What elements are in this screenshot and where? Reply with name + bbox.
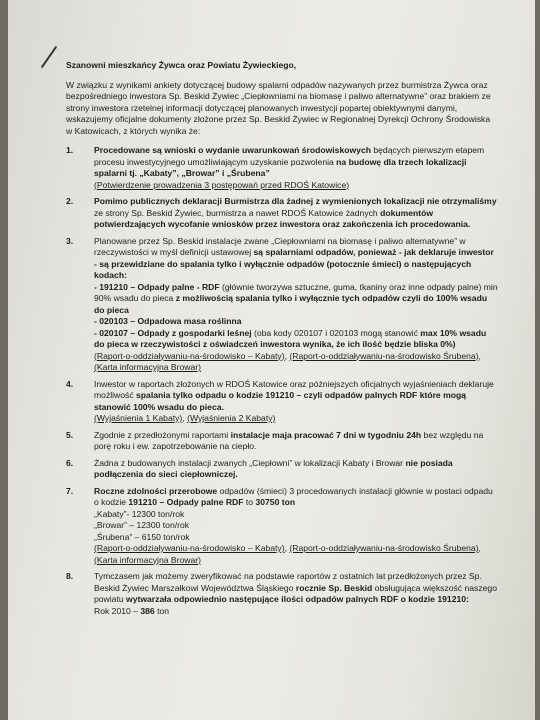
link-raport-srubena[interactable]: (Raport-o-oddziaływaniu-na-środowisko Śrubena) bbox=[289, 543, 479, 553]
item-text-bold: są spalarniami odpadów, ponieważ - jak deklaruje inwestor - są przewidziane do spalania tylko i wyłącznie odpadów (potocznie śmieci) o następujących kodach: bbox=[94, 247, 494, 280]
item-text: bez względu na porę roku i ew. zapotrzebowanie na ciepło. bbox=[94, 429, 484, 451]
link-raport-kabaty[interactable]: (Raport-o-oddziaływaniu-na-środowisko – Kabaty) bbox=[94, 350, 285, 361]
greeting: Szanowni mieszkańcy Żywca oraz Powiatu Żywieckiego, bbox=[66, 60, 297, 70]
code-020103: - 020103 – Odpadowa masa roślinna bbox=[94, 316, 242, 326]
item-text: ze strony Sp. Beskid Żywiec, burmistrza a nawet RDOŚ Katowice żadnych bbox=[94, 207, 381, 218]
list-item-5 bbox=[66, 430, 498, 453]
capacity-srubena: „Śrubena” – 6150 ton/rok bbox=[94, 531, 190, 542]
year-2010-row: Rok 2010 – 386 ton bbox=[94, 605, 170, 616]
points-list bbox=[66, 145, 498, 617]
links-row: (Raport-o-oddziaływaniu-na-środowisko – Kabaty), (Raport-o-oddziaływaniu-na-środowisko Śrubena), (Karta informacyjna Browar) bbox=[94, 543, 481, 565]
capacity-browar: „Browar” – 12300 ton/rok bbox=[94, 520, 190, 530]
pen-mark bbox=[41, 46, 58, 68]
item-text-bold: na budowę dla trzech lokalizacji spalarni tj. „Kabaty”, „Browar” i „Śrubena” bbox=[94, 156, 467, 178]
item-number: 6. bbox=[66, 457, 74, 468]
item-number: 1. bbox=[66, 145, 74, 155]
link-karta-browar[interactable]: (Karta informacyjna Browar) bbox=[94, 362, 201, 372]
item-text-bold: spalania tylko odpadu o kodzie 191210 – czyli odpadów palnych RDF które mogą stanowić 100% wsadu do pieca. bbox=[94, 390, 467, 412]
item-text: będących pierwszym etapem procesu inwestycyjnego umożliwiającym uzyskanie pozwolenia bbox=[94, 145, 485, 167]
item-text: to bbox=[243, 497, 256, 507]
links-row: (Raport-o-oddziaływaniu-na-środowisko – Kabaty), (Raport-o-oddziaływaniu-na-środowisko Śrubena), (Karta informacyjna Browar) bbox=[94, 350, 481, 372]
item-number: 4. bbox=[66, 378, 74, 389]
item-number: 5. bbox=[66, 429, 74, 440]
item-text-bold: Procedowane są wnioski o wydanie uwarunkowań środowiskowych bbox=[94, 145, 371, 155]
item-number: 7. bbox=[66, 485, 74, 496]
item-text-bold: wytwarzała odpowiednio następujące ilości odpadów palnych RDF o kodzie 191210: bbox=[126, 594, 469, 604]
item-text-bold: nie posiada podłączenia do sieci ciepłowniczej. bbox=[94, 457, 453, 479]
code-191210: - 191210 – Odpady palne - RDF (głównie tworzywa sztuczne, guma, tkaniny oraz inne odpady palne) min 90% wsadu do pieca z możliwością spalania tylko i wyłącznie tych odpadów czyli do 100% wsadu do pieca bbox=[94, 281, 498, 315]
link-wyjasnienia-1[interactable]: (Wyjaśnienia 1 Kabaty) bbox=[94, 413, 183, 423]
item-text: Inwestor w raportach złożonych w RDOŚ Katowice oraz późniejszych oficjalnych wyjaśnieniach deklaruje możliwość bbox=[94, 378, 494, 400]
list-item-8 bbox=[66, 571, 498, 617]
item-number: 3. bbox=[66, 235, 74, 246]
item-text-bold: Roczne zdolności przerobowe bbox=[94, 485, 218, 496]
capacity-kabaty: „Kabaty”- 12300 ton/rok bbox=[94, 508, 185, 519]
link-raport-kabaty[interactable]: (Raport-o-oddziaływaniu-na-środowisko – Kabaty) bbox=[94, 543, 285, 553]
list-item-7 bbox=[66, 486, 498, 567]
item-text: obsługująca większość naszego powiatu bbox=[94, 582, 497, 604]
item-text-bold: Pomimo publicznych deklaracji Burmistrza dla żadnej z wymienionych lokalizacji nie otrzymaliśmy bbox=[94, 196, 497, 206]
link-karta-browar[interactable]: (Karta informacyjna Browar) bbox=[94, 554, 201, 565]
link-wyjasnienia-2[interactable]: (Wyjaśnienia 2 Kabaty) bbox=[187, 413, 276, 423]
list-item-6 bbox=[66, 458, 498, 481]
item-text-bold: dokumentów potwierdzających wycofanie wniosków przez inwestora oraz zakończenia ich procedowania. bbox=[94, 207, 471, 229]
document-page bbox=[8, 0, 535, 720]
item-number: 8. bbox=[66, 571, 74, 581]
item-text-bold: 30750 ton bbox=[255, 497, 296, 507]
intro-paragraph: W związku z wynikami ankiety dotyczącej budowy spalarni odpadów nazywanych przez burmistrza Żywca oraz bezpośredniego inwestora Sp. Beskid Żywiec „Ciepłowniami na biomasę i paliwo alternatywne” oraz brakiem ze strony inwestora rzetelnej informacji dotyczącej planowanych inwestycji popartej obiektywnymi danymi, wskazujemy oficjalne dokumenty złożone przez Sp. Beskid Żywiec w Regionalnej Dyrekcji Ochrony Środowiska w Katowicach, z których wynika że: bbox=[66, 79, 491, 136]
item-text-bold: 191210 – Odpady palne RDF bbox=[128, 497, 244, 507]
list-item-1 bbox=[66, 145, 498, 191]
links-row: (Wyjaśnienia 1 Kabaty), (Wyjaśnienia 2 Kabaty) bbox=[94, 413, 276, 423]
item-number: 2. bbox=[66, 196, 74, 206]
item-text: Planowane przez Sp. Beskid instalacje zwane „Ciepłowniami na biomasę i paliwo alternatywne” w rzeczywistości w myśl definicji ustawowej bbox=[94, 235, 466, 257]
list-item-4 bbox=[66, 379, 498, 425]
link-raport-srubena[interactable]: (Raport-o-oddziaływaniu-na-środowisko Śrubena) bbox=[289, 350, 479, 361]
item-text-bold: rocznie Sp. Beskid bbox=[295, 582, 373, 593]
item-text: Tymczasem jak możemy zweryfikować na podstawie raportów z ostatnich lat przedłożonych przez Sp. Beskid Żywiec Marszałkowi Województwa Śląskiego bbox=[94, 571, 482, 593]
list-item-3 bbox=[66, 236, 498, 374]
link-postepowania[interactable]: (Potwierdzenie prowadzenia 3 postępowań przed RDOŚ Katowice) bbox=[94, 179, 350, 190]
item-text: Zgodnie z przedłożonymi raportami bbox=[94, 429, 231, 440]
item-text: Żadna z budowanych instalacji zwanych „Ciepłowni” w lokalizacji Kabaty i Browar bbox=[94, 457, 406, 468]
list-item-2 bbox=[66, 196, 498, 231]
item-text: odpadów (śmieci) 3 procedowanych instalacji głównie w postaci odpadu o kodzie bbox=[94, 485, 493, 507]
item-text-bold: instalacje maja pracować 7 dni w tygodniu 24h bbox=[230, 429, 422, 440]
letter-body bbox=[66, 60, 498, 622]
code-020107: - 020107 – Odpady z gospodarki leśnej (oba kody 020107 i 020103 mogą stanowić max 10% wsadu do pieca w rzeczywistości z oświadczeń inwestora wynika, że ich ilość będzie bliska 0%) bbox=[94, 327, 487, 349]
